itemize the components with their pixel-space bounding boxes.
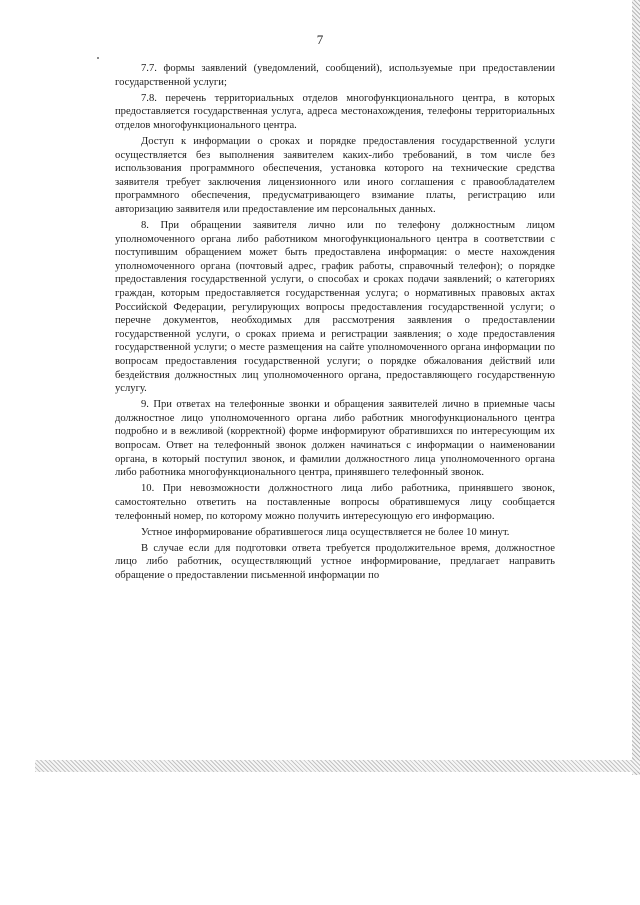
document-body [115, 62, 555, 585]
paragraph-oral-info: Устное информирование обратившегося лица осуществляется не более 10 минут. [141, 526, 510, 538]
scan-edge-right [632, 0, 640, 775]
paragraph-9: 9. При ответах на телефонные звонки и обращения заявителей лично в приемные часы должностное лицо уполномоченного органа либо работник многофункционального центра подробно и в вежливой (корректной) форме информируют обратившихся по интересующим их вопросам. Ответ на телефонный звонок должен начинаться с информации о наименовании органа, в который поступил звонок, и фамилии должностного лица уполномоченного органа либо работника многофункционального центра, принявшего телефонный звонок. [115, 399, 555, 479]
paragraph-8: 8. При обращении заявителя лично или по телефону должностным лицом уполномоченного органа либо работником многофункционального центра в соответствии с поступившим обращением может быть предоставлена информация: о месте нахождения уполномоченного органа (почтовый адрес, график работы, справочный телефон); о порядке предоставления государственной услуги, о способах и сроках подачи заявлений; о категориях граждан, которым предоставляется государственная услуга; о нормативных правовых актах Российской Федерации, регулирующих вопросы предоставления государственной услуги; о перечне документов, необходимых для рассмотрения заявления о предоставлении государственной услуги, о сроках приема и регистрации заявления; о ходе предоставления государственной услуги; о месте размещения на сайте уполномоченного органа информации по вопросам предоставления государственной услуги; о порядке обжалования действий или бездействия должностных лиц уполномоченного органа, предоставляющего государственную услугу. [115, 220, 555, 395]
scan-speck [97, 57, 99, 59]
paragraph-access-info: Доступ к информации о сроках и порядке предоставления государственной услуги осуществляется без выполнения заявителем каких-либо требований, в том числе без использования программного обеспечения, установка которого на технические средства заявителя требует заключения лицензионного или иного соглашения с правообладателем программного обеспечения, предусматривающего взимание платы, регистрацию или авторизацию заявителя или предоставление им персональных данных. [115, 135, 555, 215]
paragraph-10: 10. При невозможности должностного лица либо работника, принявшего звонок, самостоятельно ответить на поставленные вопросы обратившемуся лицу сообщается телефонный номер, по которому можно получить интересующую его информацию. [115, 483, 555, 522]
paragraph-7-8: 7.8. перечень территориальных отделов многофункционального центра, в которых предоставляется государственная услуга, адреса местонахождения, телефоны территориальных отделов многофункционального центра. [115, 92, 555, 131]
scan-edge-bottom [35, 760, 640, 772]
page-number: 7 [316, 32, 324, 47]
paragraph-7-7: 7.7. формы заявлений (уведомлений, сообщений), используемые при предоставлении государственной услуги; [115, 63, 555, 88]
paragraph-written-info: В случае если для подготовки ответа требуется продолжительное время, должностное лицо либо работник, осуществляющий устное информирование, предлагает направить обращение о предоставлении письменной информации по [115, 542, 555, 581]
